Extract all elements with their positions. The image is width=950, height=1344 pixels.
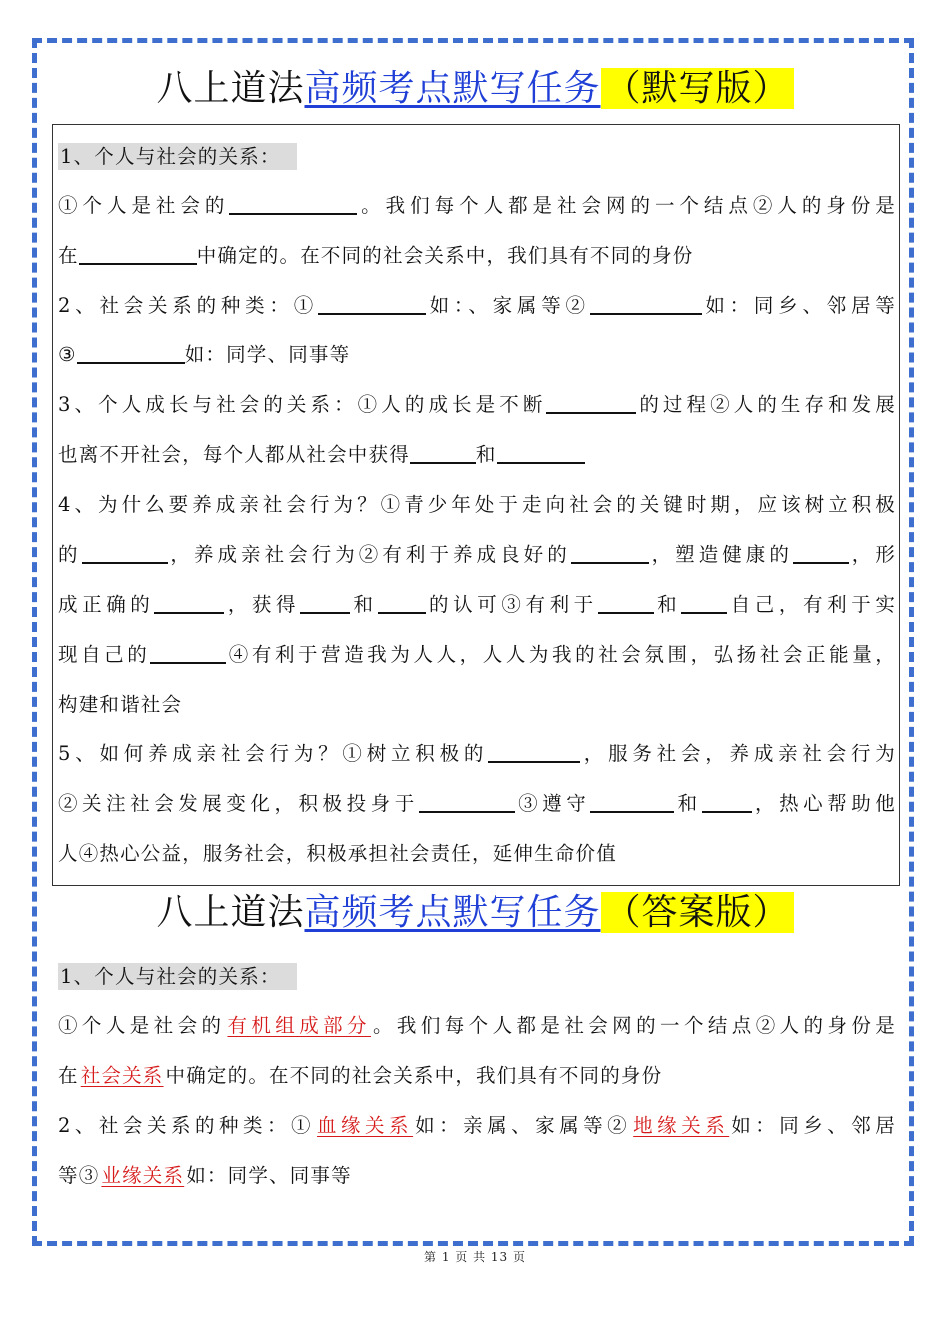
q4-line-3 (58, 590, 896, 620)
answer-text: 血缘关系 (317, 1114, 414, 1137)
text-segment: ①个人是社会的 (58, 194, 230, 217)
q4-line-1 (58, 490, 896, 520)
text-segment: 在 (58, 1064, 79, 1087)
text-segment: 中确定的。在不同的社会关系中，我们具有不同的身份 (165, 1064, 663, 1087)
answer-text: 社会关系 (80, 1064, 164, 1087)
text-segment: ，服务社会，养成亲社会行为 (580, 742, 896, 765)
q1-heading: 1、个人与社会的关系： (58, 143, 297, 170)
text-segment: ，热心帮助他 (751, 792, 896, 815)
text-segment: 。我们每个人都是社会网的一个结点②人的身份是 (357, 194, 897, 217)
a1-heading: 1、个人与社会的关系： (58, 963, 297, 990)
text-segment: 现自己的 (58, 643, 151, 666)
text-segment: ③遵守 (514, 792, 591, 815)
q1-line-2 (58, 241, 896, 271)
q5-line-3 (58, 839, 896, 869)
text-segment: 的 (58, 543, 82, 566)
blank[interactable] (229, 193, 357, 215)
title-answer-version (0, 888, 950, 938)
text-segment: 如：同学、同事等 (184, 343, 351, 366)
blank[interactable] (681, 592, 727, 614)
blank[interactable] (150, 642, 226, 664)
answer-text: 地缘关系 (633, 1114, 730, 1137)
text-segment: ②关注社会发展变化，积极投身于 (58, 792, 419, 815)
title-tag: （默写版） (601, 68, 794, 109)
text-segment: 自己，有利于实 (727, 593, 897, 616)
blank[interactable] (300, 592, 350, 614)
title-prefix: 八上道法 (156, 68, 305, 109)
text-segment: 等③ (58, 1164, 100, 1187)
a2-line-2 (58, 1161, 896, 1191)
title-tag: （答案版） (601, 892, 794, 933)
text-segment: 如：同乡、邻居 (731, 1114, 896, 1137)
text-segment: 。我们每个人都是社会网的一个结点②人的身份是 (372, 1014, 897, 1037)
title-prefix: 八上道法 (156, 892, 305, 933)
page-footer: 第 1 页 共 13 页 (424, 1250, 526, 1264)
q1-line-1 (58, 191, 896, 221)
q4-line-4 (58, 640, 896, 670)
blank[interactable] (82, 542, 168, 564)
answer-text: 有机组成部分 (227, 1014, 371, 1037)
a2-line-1 (58, 1111, 896, 1141)
q5-line-1 (58, 739, 896, 769)
q5-line-2 (58, 789, 896, 819)
text-segment: 的认可③有利于 (425, 593, 598, 616)
text-segment: 3、个人成长与社会的关系：①人的成长是不断 (58, 393, 547, 416)
text-segment: 构建和谐社会 (58, 693, 183, 716)
text-segment: 也离不开社会，每个人都从社会中获得 (58, 443, 410, 466)
blank[interactable] (488, 741, 580, 763)
text-segment: 2、社会关系的种类：① (58, 1114, 316, 1137)
q2-line-2 (58, 340, 896, 370)
q4-line-2 (58, 540, 896, 570)
blank[interactable] (154, 592, 224, 614)
text-segment: 和 (674, 792, 702, 815)
blank[interactable] (598, 592, 654, 614)
blank[interactable] (378, 592, 426, 614)
text-segment: 2、社会关系的种类：① (58, 294, 318, 317)
q4-line-5 (58, 690, 896, 720)
text-segment: ，养成亲社会行为②有利于养成良好的 (167, 543, 571, 566)
blank[interactable] (590, 791, 674, 813)
blank[interactable] (419, 791, 515, 813)
q2-line-1 (58, 291, 896, 321)
blank[interactable] (793, 542, 849, 564)
q3-line-1 (58, 390, 896, 420)
a1-heading-line (58, 962, 896, 992)
blank[interactable] (318, 293, 426, 315)
text-segment: ，塑造健康的 (648, 543, 793, 566)
q3-line-2 (58, 440, 896, 470)
text-segment: ，获得 (224, 593, 301, 616)
title-fill-in-version (0, 64, 950, 114)
text-segment: 如：、家属等② (425, 294, 590, 317)
blank[interactable] (571, 542, 649, 564)
title-blue-text: 高频考点默写任务 (304, 892, 601, 933)
blank[interactable] (410, 442, 476, 464)
text-segment: 人④热心公益，服务社会，积极承担社会责任，延伸生命价值 (58, 842, 617, 865)
text-segment: ①个人是社会的 (58, 1014, 226, 1037)
text-segment: 和 (350, 593, 378, 616)
text-segment: ③ (58, 343, 77, 366)
a1-line-2 (58, 1061, 896, 1091)
text-segment: 5、如何养成亲社会行为？①树立积极的 (58, 742, 489, 765)
text-segment: 如：同学、同事等 (186, 1164, 352, 1187)
text-segment: 如：同乡、邻居等 (701, 294, 896, 317)
text-segment: 的过程②人的生存和发展 (636, 393, 896, 416)
blank[interactable] (590, 293, 702, 315)
text-segment: ，形 (848, 543, 897, 566)
blank[interactable] (702, 791, 752, 813)
text-segment: 4、为什么要养成亲社会行为？①青少年处于走向社会的关键时期，应该树立积极 (58, 493, 896, 516)
text-segment: 成正确的 (58, 593, 155, 616)
answer-text: 业缘关系 (101, 1164, 185, 1187)
blank[interactable] (79, 243, 197, 265)
title-blue-text: 高频考点默写任务 (304, 68, 601, 109)
text-segment: 在 (58, 244, 79, 267)
q1-heading-line (58, 142, 896, 172)
text-segment: ④有利于营造我为人人，人人为我的社会氛围，弘扬社会正能量， (226, 643, 896, 666)
text-segment: 和 (653, 593, 682, 616)
blank[interactable] (77, 342, 185, 364)
blank[interactable] (546, 392, 636, 414)
text-segment: 和 (475, 443, 497, 466)
blank[interactable] (497, 442, 585, 464)
text-segment: 如：亲属、家属等② (415, 1114, 632, 1137)
a1-line-1 (58, 1011, 896, 1041)
text-segment: 中确定的。在不同的社会关系中，我们具有不同的身份 (196, 244, 694, 267)
